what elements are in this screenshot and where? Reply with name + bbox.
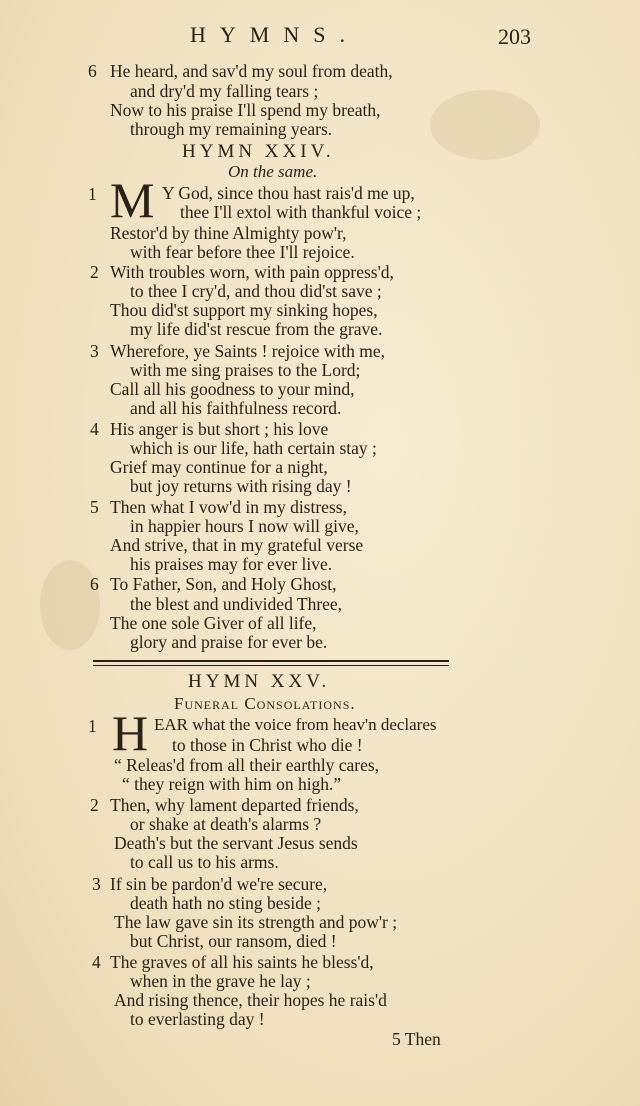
hymn-title: HYMN XXV. bbox=[188, 671, 331, 692]
running-head bbox=[0, 22, 640, 52]
page-number: 203 bbox=[498, 24, 531, 49]
verse-number: 1 bbox=[88, 716, 97, 736]
verse-line: but Christ, our ransom, died ! bbox=[130, 931, 337, 951]
verse-line: Then, why lament departed friends, bbox=[110, 795, 359, 815]
verse-line: thee I'll extol with thankful voice ; bbox=[180, 202, 422, 222]
verse-line: Y God, since thou hast rais'd me up, bbox=[162, 183, 415, 203]
verse-line: Restor'd by thine Almighty pow'r, bbox=[110, 223, 347, 243]
verse-line: and all his faithfulness record. bbox=[130, 398, 342, 418]
verse-line: Thou did'st support my sinking hopes, bbox=[110, 300, 378, 320]
drop-cap: M bbox=[110, 172, 155, 228]
verse-line: to everlasting day ! bbox=[130, 1009, 265, 1029]
verse-line: Grief may continue for a night, bbox=[110, 457, 328, 477]
verse-line: and dry'd my falling tears ; bbox=[130, 81, 319, 101]
verse-line: through my remaining years. bbox=[130, 119, 333, 139]
verse-line: Now to his praise I'll spend my breath, bbox=[110, 100, 381, 120]
verse-line: “ they reign with him on high.” bbox=[122, 774, 342, 794]
hymn-title: HYMN XXIV. bbox=[182, 141, 335, 162]
verse-line: the blest and undivided Three, bbox=[130, 594, 343, 614]
verse-number: 6 bbox=[88, 61, 97, 81]
verse-line: but joy returns with rising day ! bbox=[130, 476, 352, 496]
paper-stain bbox=[430, 90, 540, 160]
verse-line: with fear before thee I'll rejoice. bbox=[130, 242, 355, 262]
verse-line: when in the grave he lay ; bbox=[130, 971, 311, 991]
section-rule bbox=[93, 660, 449, 662]
verse-line: The law gave sin its strength and pow'r ; bbox=[114, 912, 398, 932]
verse-number: 2 bbox=[90, 262, 99, 282]
drop-cap: H bbox=[112, 705, 149, 761]
verse-line: If sin be pardon'd we're secure, bbox=[110, 874, 328, 894]
verse-line: which is our life, hath certain stay ; bbox=[130, 438, 377, 458]
verse-line: with me sing praises to the Lord; bbox=[130, 360, 361, 380]
verse-line: Call all his goodness to your mind, bbox=[110, 379, 355, 399]
verse-line: To Father, Son, and Holy Ghost, bbox=[110, 574, 337, 594]
verse-number: 5 bbox=[90, 497, 99, 517]
verse-line: to those in Christ who die ! bbox=[172, 735, 363, 755]
verse-line: His anger is but short ; his love bbox=[110, 419, 329, 439]
verse-line: EAR what the voice from heav'n declares bbox=[154, 715, 437, 734]
verse-line: He heard, and sav'd my soul from death, bbox=[110, 61, 393, 81]
verse-line: And rising thence, their hopes he rais'd bbox=[114, 990, 387, 1010]
verse-line: to call us to his arms. bbox=[130, 852, 279, 872]
running-title: HYMNS. bbox=[190, 22, 359, 47]
verse-line: death hath no sting beside ; bbox=[130, 893, 322, 913]
hymn-subtitle: Funeral Consolations. bbox=[174, 694, 356, 713]
verse-line: his praises may for ever live. bbox=[130, 554, 333, 574]
verse-line: “ Releas'd from all their earthly cares, bbox=[114, 755, 380, 775]
verse-number: 6 bbox=[90, 574, 99, 594]
catchword: 5 Then bbox=[392, 1029, 441, 1049]
verse-line: to thee I cry'd, and thou did'st save ; bbox=[130, 281, 382, 301]
verse-number: 3 bbox=[90, 341, 99, 361]
verse-line: my life did'st rescue from the grave. bbox=[130, 319, 383, 339]
verse-number: 2 bbox=[90, 795, 99, 815]
verse-number: 4 bbox=[90, 419, 99, 439]
verse-line: The graves of all his saints he bless'd, bbox=[110, 952, 374, 972]
verse-line: in happier hours I now will give, bbox=[130, 516, 359, 536]
verse-line: With troubles worn, with pain oppress'd, bbox=[110, 262, 394, 282]
verse-line: And strive, that in my grateful verse bbox=[110, 535, 364, 555]
verse-line: Wherefore, ye Saints ! rejoice with me, bbox=[110, 341, 386, 361]
verse-number: 3 bbox=[92, 874, 101, 894]
verse-line: or shake at death's alarms ? bbox=[130, 814, 322, 834]
verse-line: The one sole Giver of all life, bbox=[110, 613, 317, 633]
verse-number: 1 bbox=[88, 184, 97, 204]
verse-line: Death's but the servant Jesus sends bbox=[114, 833, 358, 853]
verse-number: 4 bbox=[92, 952, 101, 972]
section-rule bbox=[93, 665, 449, 666]
verse-line: glory and praise for ever be. bbox=[130, 632, 328, 652]
verse-line: Then what I vow'd in my distress, bbox=[110, 497, 347, 517]
hymn-subtitle: On the same. bbox=[228, 162, 318, 181]
